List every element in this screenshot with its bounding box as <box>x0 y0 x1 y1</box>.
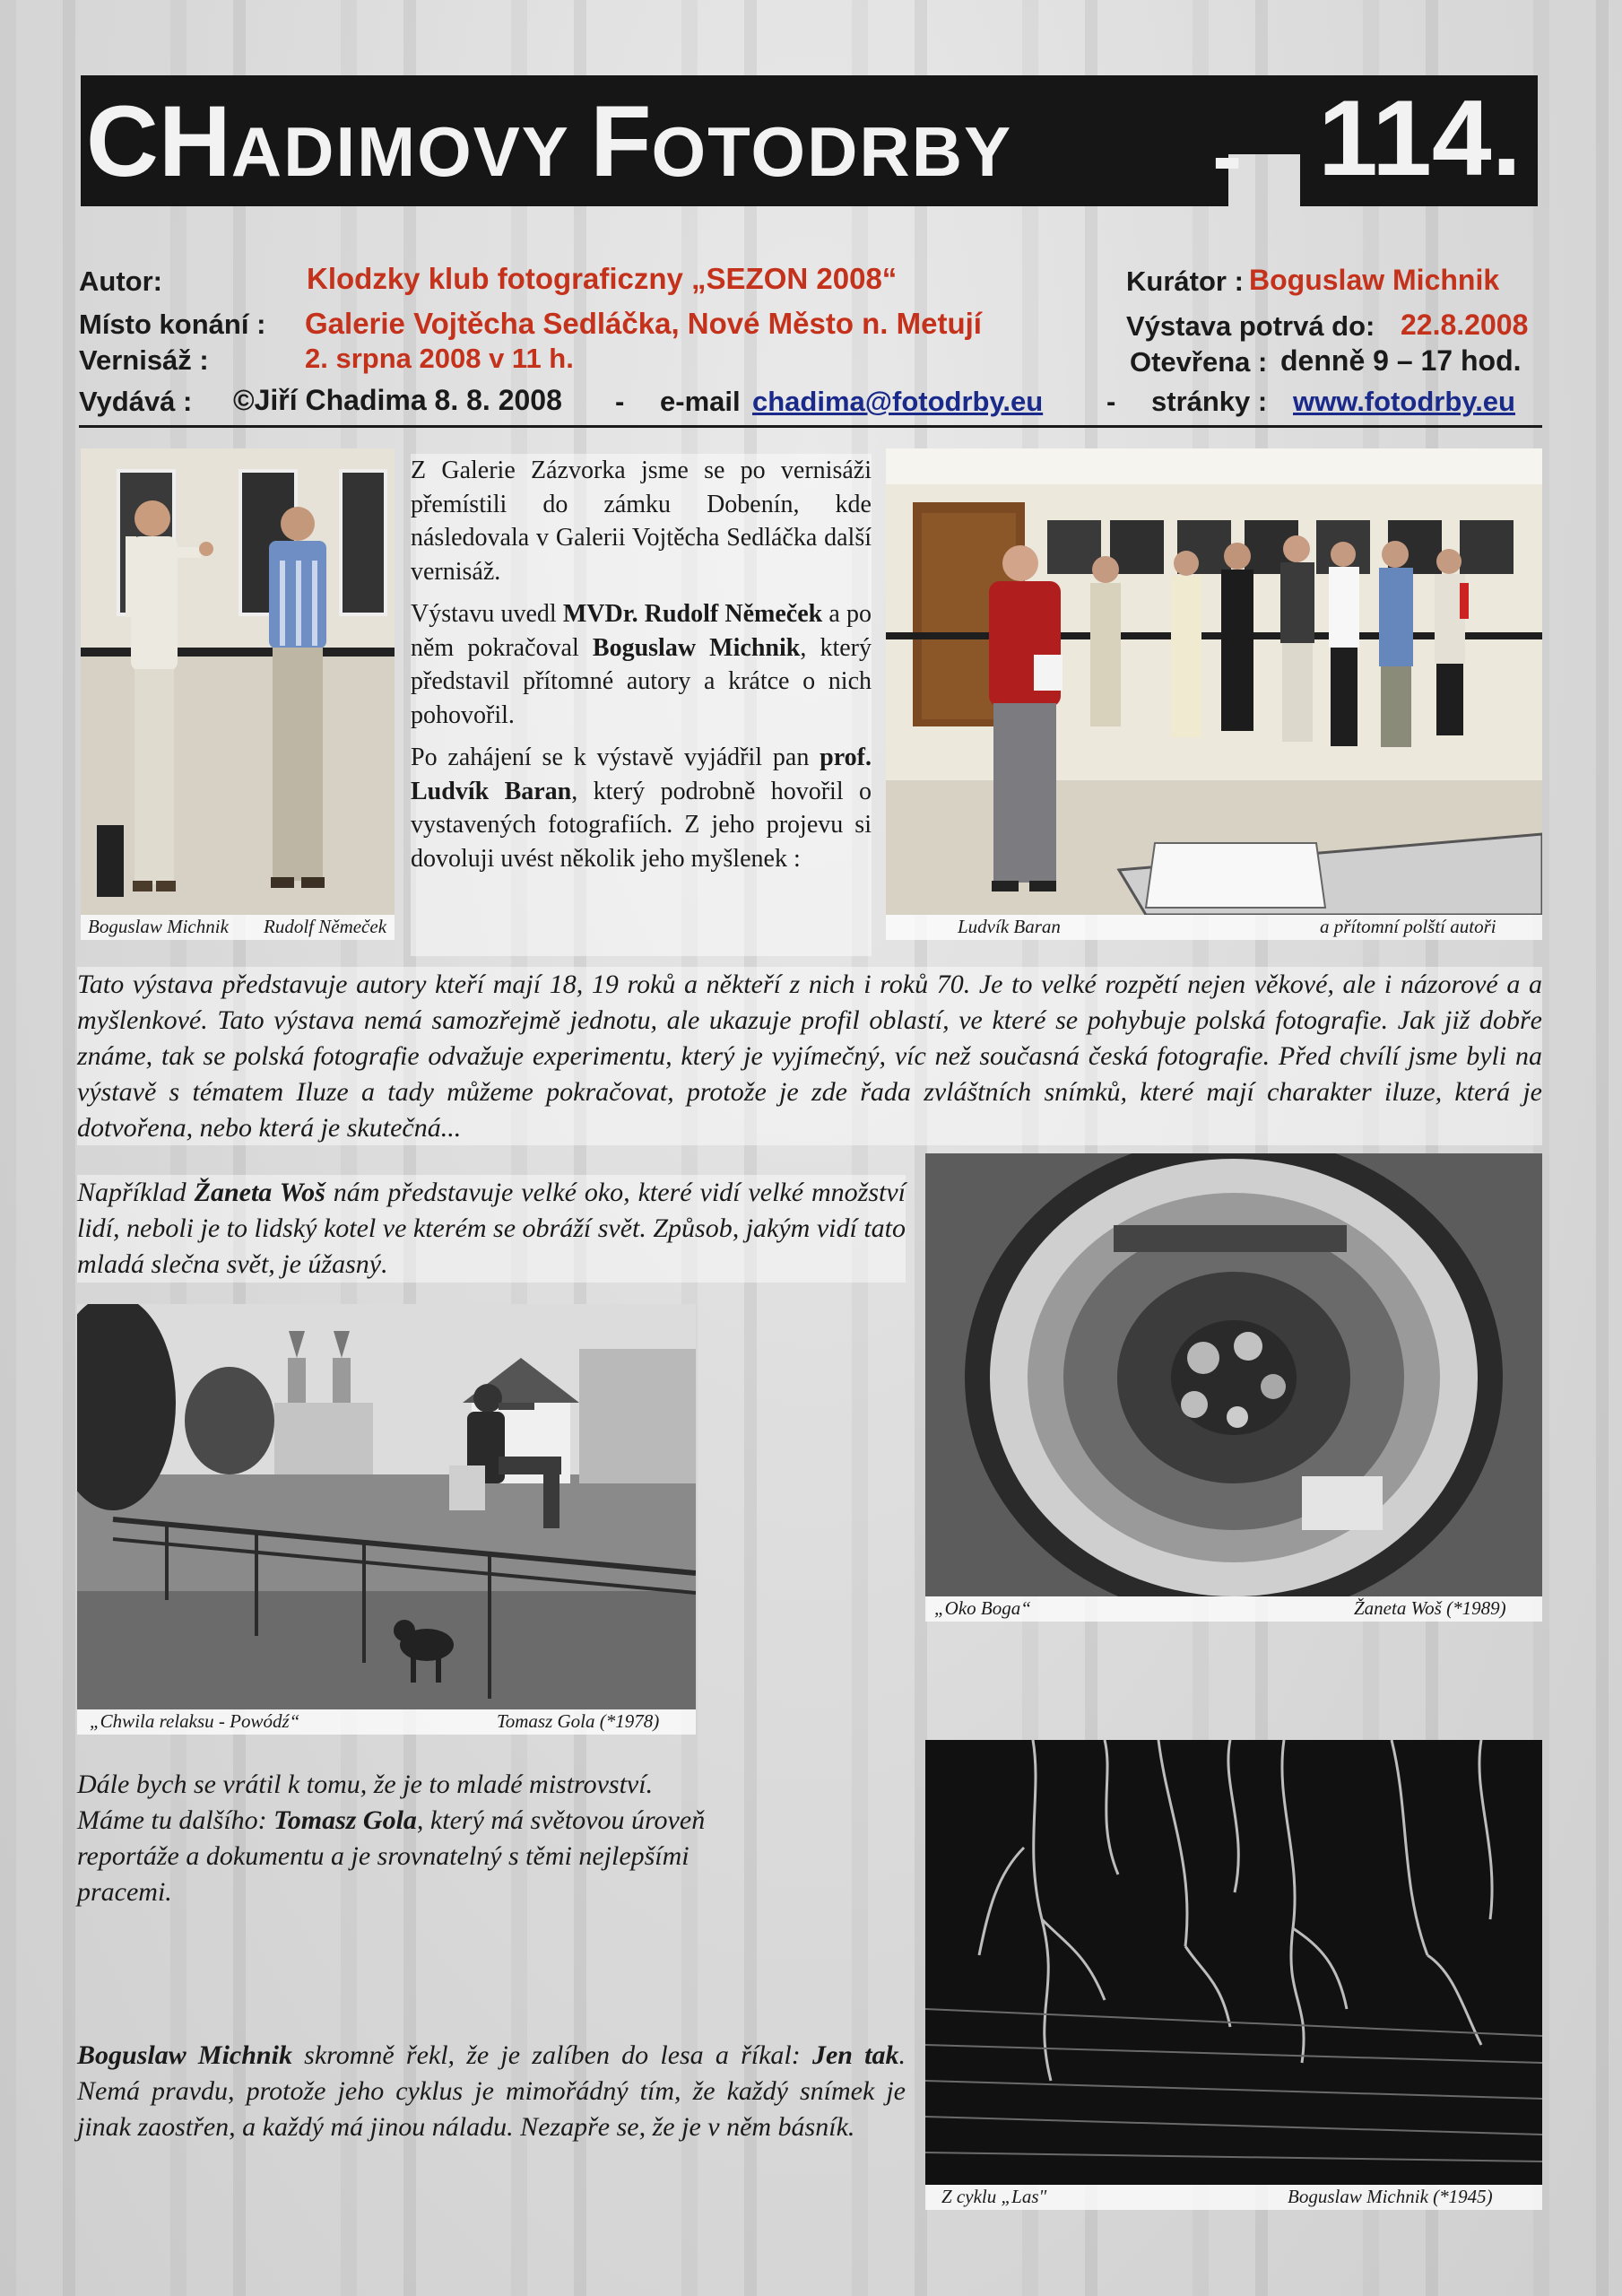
email-link[interactable]: chadima@fotodrby.eu <box>752 386 1044 417</box>
paragraph-opening: Výstavu uvedl MVDr. Rudolf Němeček a po něm pokračoval Boguslaw Michnik, který představil přítomné autory a krátce o nich pohovořil. <box>411 600 872 729</box>
caption-photo-2 <box>886 915 1542 940</box>
photo-baran-authors-image <box>886 448 1542 915</box>
caption-photo-3-right: Žaneta Woš (*1989) <box>1354 1597 1506 1619</box>
caption-photo-1 <box>81 915 395 940</box>
misto-label: Místo konání : <box>79 309 266 340</box>
baran-quote: Tato výstava představuje autory kteří mají 18, 19 roků a někteří z nich i roků 70. Je to velké rozpětí nejen věkové, ale i názorové a a myšlenkové. Tato výstava nemá samozřejmě jednotu, ale ukazuje profil oblastí, ve které se pohybuje polská fotografie. Jak již dobře známe, tak se polská fotografie odvažuje experimentu, který je vyjímečný, víc než současná česká fotografie. Před chvílí jsme byli na výstavě s tématem Iluze a tady můžeme pokračovat, protože je zde řada zvláštních snímků, které mají charakter iluze, která je dotvořena, nebo která je skutečná... <box>77 967 1542 1145</box>
info-divider <box>79 425 1542 428</box>
caption-photo-5-left: Z cyklu „Las" <box>941 2186 1047 2207</box>
paragraph-intro: Z Galerie Zázvorka jsme se po vernisáži přemístili do zámku Dobenín, kde následovala v Galerii Vojtěcha Sedláčka další vernisáž. <box>411 457 872 586</box>
autor-label: Autor: <box>79 265 162 297</box>
separator-dash: - <box>1106 386 1116 417</box>
photo-chwila-relaksu <box>77 1304 696 1709</box>
photo-las-image <box>925 1740 1542 2185</box>
photo-michnik-nemecek <box>81 448 395 915</box>
masthead <box>81 75 1538 210</box>
otevrena-value: denně 9 – 17 hod. <box>1280 344 1522 377</box>
autor-value: Klodzky klub fotograficzny „SEZON 2008“ <box>307 262 898 295</box>
separator-dash: - <box>615 386 625 417</box>
photo-oko-boga <box>925 1153 1542 1596</box>
caption-photo-3-left: „Oko Boga“ <box>934 1597 1031 1619</box>
paragraph-zaneta: Například Žaneta Woš nám představuje velké oko, které vidí velké množství lidí, neboli je to lidský kotel ve kterém se obráží svět. Způsob, jakým vidí tato mladá slečna svět, je úžasný. <box>77 1175 906 1283</box>
issue-number: 114. <box>1318 78 1522 198</box>
caption-photo-4 <box>77 1709 696 1735</box>
stranky-label: stránky : <box>1151 386 1268 417</box>
photo-chwila-relaksu-image <box>77 1304 696 1709</box>
caption-photo-2-left: Ludvík Baran <box>958 916 1061 937</box>
email-label: e-mail <box>660 386 741 417</box>
kurator-label: Kurátor : <box>1126 265 1244 297</box>
caption-photo-5 <box>925 2185 1542 2210</box>
masthead-title: CHADIMOVY FOTODRBY <box>86 85 1013 197</box>
photo-las <box>925 1740 1542 2185</box>
caption-photo-5-right: Boguslaw Michnik (*1945) <box>1288 2186 1493 2207</box>
potrva-label: Výstava potrvá do: <box>1126 310 1375 342</box>
website-link[interactable]: www.fotodrby.eu <box>1293 386 1515 417</box>
paragraph-baran: Po zahájení se k výstavě vyjádřil pan prof. Ludvík Baran, který podrobně hovořil o vystavených fotografiích. Z jeho projevu si dovoluji uvést několik jeho myšlenek : <box>411 744 872 873</box>
caption-photo-4-left: „Chwila relaksu - Powódź“ <box>90 1710 300 1732</box>
potrva-value: 22.8.2008 <box>1401 309 1529 341</box>
kurator-value: Boguslaw Michnik <box>1249 264 1500 296</box>
paragraph-gola: Dále bych se vrátil k tomu, že je to mladé mistrovství. Máme tu dalšího: Tomasz Gola, který má světovou úroveň reportáže a dokumentu a je srovnatelný s těmi nejlepšími pracemi. <box>77 1770 706 1907</box>
misto-value: Galerie Vojtěcha Sedláčka, Nové Město n. Metují <box>305 307 982 340</box>
vydava-label: Vydává : <box>79 386 193 417</box>
masthead-dash: - <box>1212 106 1243 206</box>
caption-photo-1-left: Boguslaw Michnik <box>88 916 229 937</box>
photo-oko-boga-image <box>925 1153 1542 1596</box>
photo-baran-authors <box>886 448 1542 915</box>
caption-photo-3 <box>925 1596 1542 1622</box>
caption-photo-4-right: Tomasz Gola (*1978) <box>497 1710 660 1732</box>
vydava-value: ©Jiří Chadima 8. 8. 2008 <box>233 384 562 416</box>
caption-photo-1-right: Rudolf Němeček <box>264 916 387 937</box>
article-intro <box>411 454 872 956</box>
vernisaz-value: 2. srpna 2008 v 11 h. <box>305 343 574 374</box>
otevrena-label: Otevřena : <box>1130 346 1268 378</box>
paragraph-michnik: Boguslaw Michnik skromně řekl, že je zalíben do lesa a říkal: Jen tak. Nemá pravdu, protože jeho cyklus je mimořádný tím, že každý snímek je jinak zaostřen, a každý má jinou náladu. Nezapře se, že je v něm básník. <box>77 2040 906 2142</box>
vernisaz-label: Vernisáž : <box>79 344 209 376</box>
photo-michnik-nemecek-image <box>81 448 395 915</box>
caption-photo-2-right: a přítomní polští autoři <box>1320 916 1496 937</box>
